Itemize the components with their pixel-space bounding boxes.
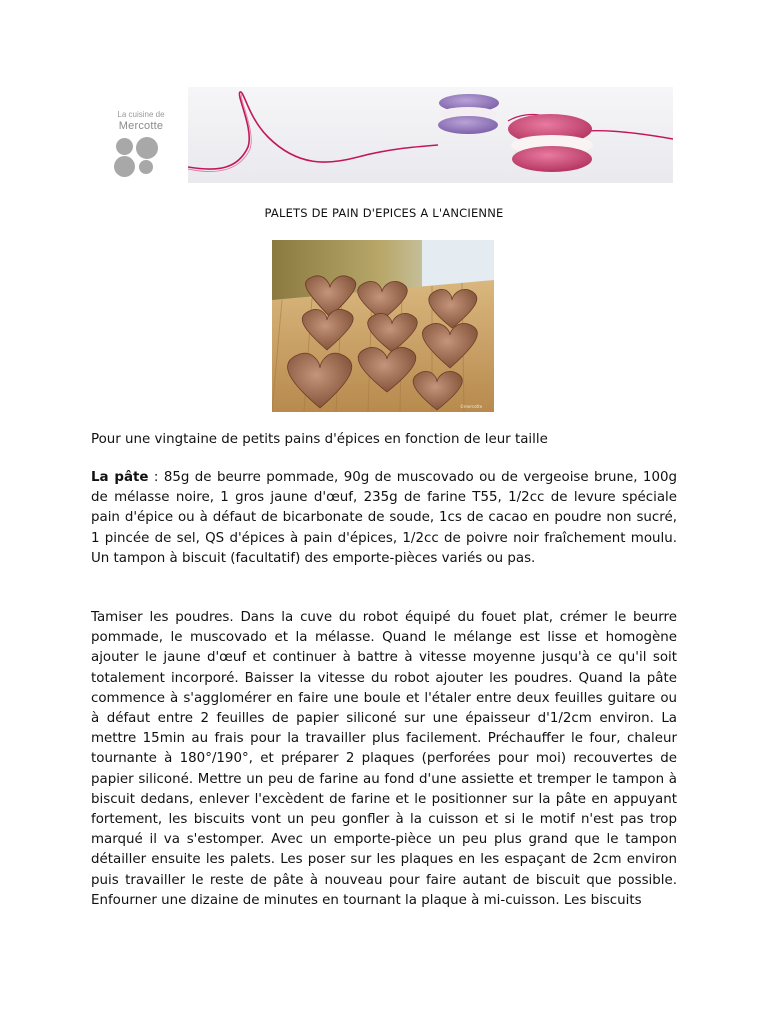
logo-dot — [139, 160, 153, 174]
recipe-title: PALETS DE PAIN D'EPICES A L'ANCIENNE — [264, 206, 504, 220]
mercotte-logo — [104, 104, 178, 184]
logo-dot — [116, 138, 133, 155]
logo-subtitle: La cuisine de — [117, 110, 165, 119]
logo-dot — [136, 137, 158, 159]
ingredients-paragraph — [91, 468, 677, 569]
logo-dot — [114, 156, 135, 177]
gingerbread-photo — [272, 240, 494, 412]
logo-brand-name: Mercotte — [118, 120, 164, 132]
ingredients-label: La pâte — [91, 470, 149, 485]
svg-text:©mercotte: ©mercotte — [460, 404, 483, 409]
method-paragraph: Tamiser les poudres. Dans la cuve du robot équipé du fouet plat, crémer le beurre pommade, le muscovado et la mélasse. Quand le mélange est lisse et homogène ajouter le jaune d'œuf et continuer à battre à vitesse moyenne jusqu'à ce qu'il soit totalement incorporé. Baisser la vitesse du robot ajouter les poudres. Quand la pâte commence à s'agglomérer en faire une boule et l'étaler entre deux feuilles guitare ou à défaut entre 2 feuilles de papier siliconé sur une épaisseur d'1/2cm environ. La mettre 15min au frais pour la travailler plus facilement. Préchauffer le four, chaleur tournante à 180°/190°, et préparer 2 plaques (perforées pour moi) recouvertes de papier siliconé. Mettre un peu de farine au fond d'une assiette et tremper le tampon à biscuit dedans, enlever l'excèdent de farine et le positionner sur la pâte en appuyant fortement, les biscuits vont un peu gonfler à la cuisson et si le motif n'est pas trop marqué il va s'estomper. Avec un emporte-pièce un peu plus grand que le tampon détailler ensuite les palets. Les poser sur les plaques en les espaçant de 2cm environ puis travailler le reste de pâte à nouveau pour faire autant de biscuit que possible. Enfourner une dizaine de minutes en tournant la plaque à mi-cuisson. Les biscuits — [91, 610, 677, 908]
ingredients-text: : 85g de beurre pommade, 90g de muscovado ou de vergeoise brune, 100g de mélasse noire, 1 gros jaune d'œuf, 235g de farine T55, 1/2cc de levure spéciale pain d'épice ou à défaut de bicarbonate de soude, 1cs de cacao en poudre non sucré, 1 pincée de sel, QS d'épices à pain d'épices, 1/2cc de poivre noir fraîchement moulu. Un tampon à biscuit (facultatif) des emporte-pièces variés ou pas. — [91, 470, 677, 566]
macarons-banner-image — [188, 87, 673, 183]
recipe-yield: Pour une vingtaine de petits pains d'épices en fonction de leur taille — [91, 432, 548, 447]
